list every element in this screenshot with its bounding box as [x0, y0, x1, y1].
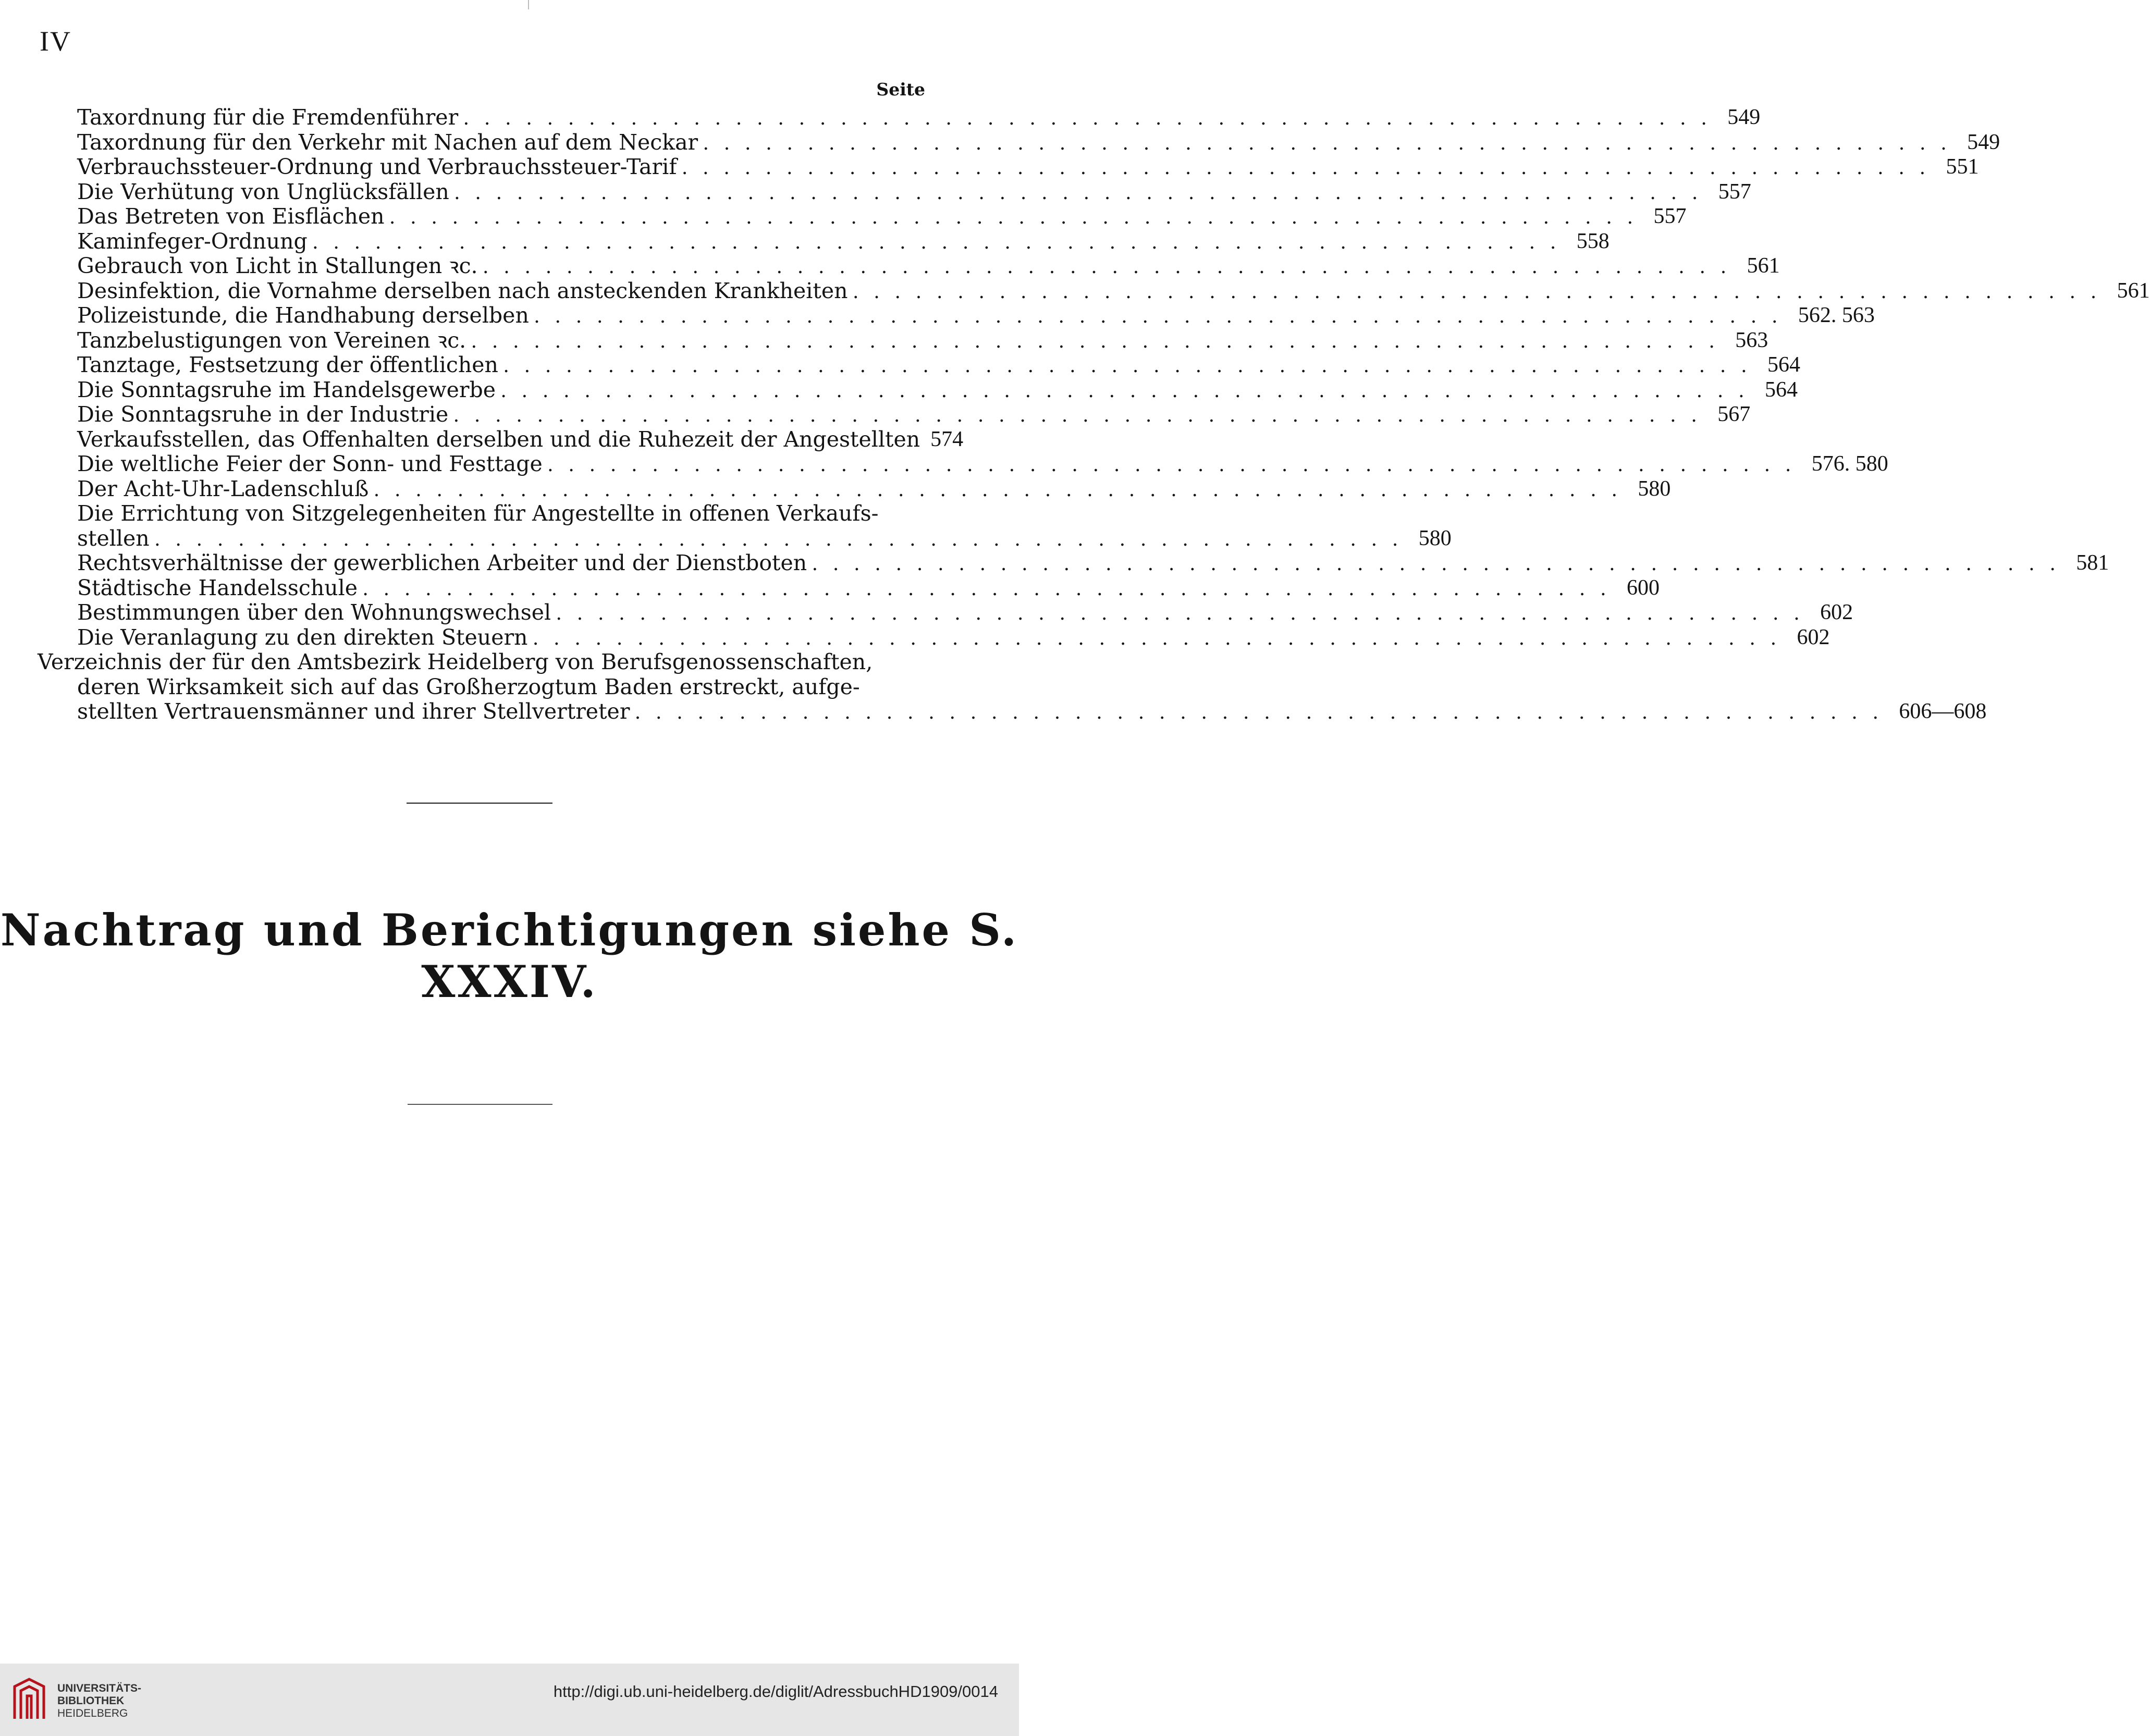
toc-entry: [77, 105, 1761, 130]
toc-entry-title: Die Sonntagsruhe in der Industrie: [77, 402, 449, 427]
toc-entry-title: Desinfektion, die Vornahme derselben nach ansteckenden Krankheiten: [77, 278, 848, 303]
dot-leader: ............................................................: [703, 130, 1962, 154]
toc-entry-title: Die Verhütung von Unglücksfällen: [77, 179, 449, 204]
toc-entry-page: 564: [1765, 378, 1798, 402]
toc-entry: [77, 625, 1830, 650]
toc-entry: [38, 650, 925, 674]
toc-entry: [77, 328, 1768, 353]
dot-leader: ............................................................: [635, 699, 1894, 723]
toc-entry-title: Verkaufsstellen, das Offenhalten derselben und die Ruhezeit der Angestellten: [77, 427, 920, 452]
divider-rule-bottom: [408, 1104, 552, 1105]
toc-entry-title: Polizeistunde, die Handhabung derselben: [77, 303, 529, 328]
toc-entry-page: 600: [1627, 576, 1660, 600]
toc-entry: [77, 352, 1800, 377]
dot-leader: ............................................................: [556, 600, 1815, 624]
divider-rule-top: [407, 803, 552, 804]
dot-leader: ............................................................: [682, 155, 1941, 179]
toc-entry-page: 580: [1418, 526, 1452, 550]
library-name-line-1: UNIVERSITÄTS-: [57, 1682, 142, 1694]
dot-leader: ............................................................: [463, 105, 1723, 129]
dot-leader: ............................................................: [547, 452, 1807, 476]
toc-entry-page: 576. 580: [1811, 452, 1888, 476]
toc-entry: [77, 402, 1751, 427]
toc-entry: [77, 699, 1987, 724]
toc-entry-title: Gebrauch von Licht in Stallungen ꝛc.: [77, 253, 478, 278]
dot-leader: ............................................................: [374, 477, 1633, 501]
toc-entry-page: 551: [1946, 155, 1979, 179]
dot-leader: ............................................................: [503, 353, 1762, 377]
toc-entry: [77, 229, 1610, 254]
toc-entry-title: Tanzbelustigungen von Vereinen ꝛc.: [77, 328, 466, 353]
toc-entry-title: stellen: [77, 526, 150, 551]
toc-entry: [77, 575, 1660, 600]
dot-leader: ............................................................: [453, 402, 1713, 426]
toc-entry-title: deren Wirksamkeit sich auf das Großherzogtum Baden erstreckt, aufge-: [77, 674, 860, 699]
toc-entry: [77, 253, 1780, 278]
toc-entry-page: 549: [1967, 130, 2000, 154]
toc-entry-title: stellten Vertrauensmänner und ihrer Stellvertreter: [77, 699, 630, 724]
toc-entry: [77, 130, 2000, 155]
library-name: [57, 1682, 141, 1720]
toc-entry-page: 581: [2076, 551, 2109, 575]
library-name-line-3: HEIDELBERG: [57, 1707, 128, 1719]
toc-entry-title: Taxordnung für die Fremdenführer: [77, 105, 459, 130]
toc-entry-page: 561: [2117, 279, 2150, 303]
toc-entry: [77, 600, 1853, 625]
toc-entry-page: 606—608: [1899, 699, 1987, 723]
scan-mark: [528, 0, 529, 9]
dot-leader: ............................................................: [154, 526, 1414, 550]
toc-entry-title: Tanztage, Festsetzung der öffentlichen: [77, 352, 498, 377]
toc-entry-page: 562. 563: [1798, 303, 1875, 327]
toc-entry-title: Die Errichtung von Sitzgelegenheiten für Angestellte in offenen Verkaufs-: [77, 501, 879, 526]
dot-leader: ............................................................: [454, 180, 1713, 204]
toc-entry: [77, 476, 1671, 501]
page-number: IV: [40, 26, 71, 57]
toc-entry: [77, 675, 925, 699]
toc-entry-page: 602: [1797, 625, 1830, 649]
toc-entry: [77, 179, 1751, 204]
toc-entry-title: Die weltliche Feier der Sonn- und Festtage: [77, 451, 543, 476]
toc-entry-title: Das Betreten von Eisflächen: [77, 204, 385, 229]
toc-entry: [77, 204, 1687, 229]
toc-entry-page: 561: [1747, 254, 1780, 278]
toc-entry-page: 557: [1653, 204, 1687, 228]
toc-entry-page: 557: [1718, 180, 1751, 204]
toc-entry-page: 563: [1735, 328, 1768, 352]
source-url-link[interactable]: http://digi.ub.uni-heidelberg.de/diglit/AdressbuchHD1909/0014: [553, 1682, 998, 1701]
toc-entry: [77, 154, 1979, 179]
toc-entry-page: 564: [1767, 353, 1800, 377]
toc-entry-title: Verbrauchssteuer-Ordnung und Verbrauchssteuer-Tarif: [77, 154, 677, 179]
dot-leader: ............................................................: [471, 328, 1730, 352]
toc-entry-title: Rechtsverhältnisse der gewerblichen Arbeiter und der Dienstboten: [77, 550, 807, 575]
toc-entry-title: Kaminfeger-Ordnung: [77, 229, 308, 254]
toc-entry-page: 580: [1638, 477, 1671, 501]
toc-entry: [77, 377, 1798, 402]
toc-entry-page: 602: [1820, 600, 1853, 624]
toc-entry: [77, 303, 1875, 328]
toc-entry-page: 574: [930, 427, 964, 451]
page-column-header: Seite: [876, 79, 925, 100]
footer-bar: [0, 1664, 1019, 1736]
dot-leader: ............................................................: [501, 378, 1760, 402]
toc-entry-title: Die Veranlagung zu den direkten Steuern: [77, 625, 528, 650]
toc-entry: [77, 550, 2109, 575]
toc-entry-title: Der Acht-Uhr-Ladenschluß: [77, 476, 369, 501]
dot-leader: ............................................................: [389, 204, 1649, 228]
dot-leader: ............................................................: [853, 279, 2112, 303]
dot-leader: ............................................................: [363, 576, 1622, 600]
dot-leader: ............................................................: [534, 303, 1793, 327]
toc-entry: [77, 451, 1888, 476]
library-name-line-2: BIBLIOTHEK: [57, 1695, 125, 1707]
toc-entry-title: Die Sonntagsruhe im Handelsgewerbe: [77, 377, 496, 402]
toc-entry: [77, 278, 2150, 303]
toc-entry-title: Verzeichnis der für den Amtsbezirk Heidelberg von Berufsgenossenschaften,: [38, 649, 873, 674]
headline: Nachtrag und Berichtigungen siehe S. XXXIV.: [0, 904, 1019, 1007]
toc-entry: [77, 526, 1452, 551]
dot-leader: ............................................................: [533, 625, 1792, 649]
library-logo-icon: [10, 1675, 48, 1723]
toc-entry-page: 549: [1727, 105, 1761, 129]
dot-leader: ............................................................: [483, 254, 1742, 278]
toc-entry: [77, 501, 925, 525]
toc-entry-title: Städtische Handelsschule: [77, 575, 358, 600]
toc-entry-page: 558: [1576, 229, 1610, 253]
toc-entry-title: Taxordnung für den Verkehr mit Nachen auf dem Neckar: [77, 130, 698, 155]
dot-leader: ............................................................: [812, 551, 2071, 575]
toc-entry: [77, 427, 964, 452]
dot-leader: ............................................................: [312, 229, 1571, 253]
toc-entry-page: 567: [1717, 402, 1751, 426]
toc-entry-title: Bestimmungen über den Wohnungswechsel: [77, 600, 551, 625]
